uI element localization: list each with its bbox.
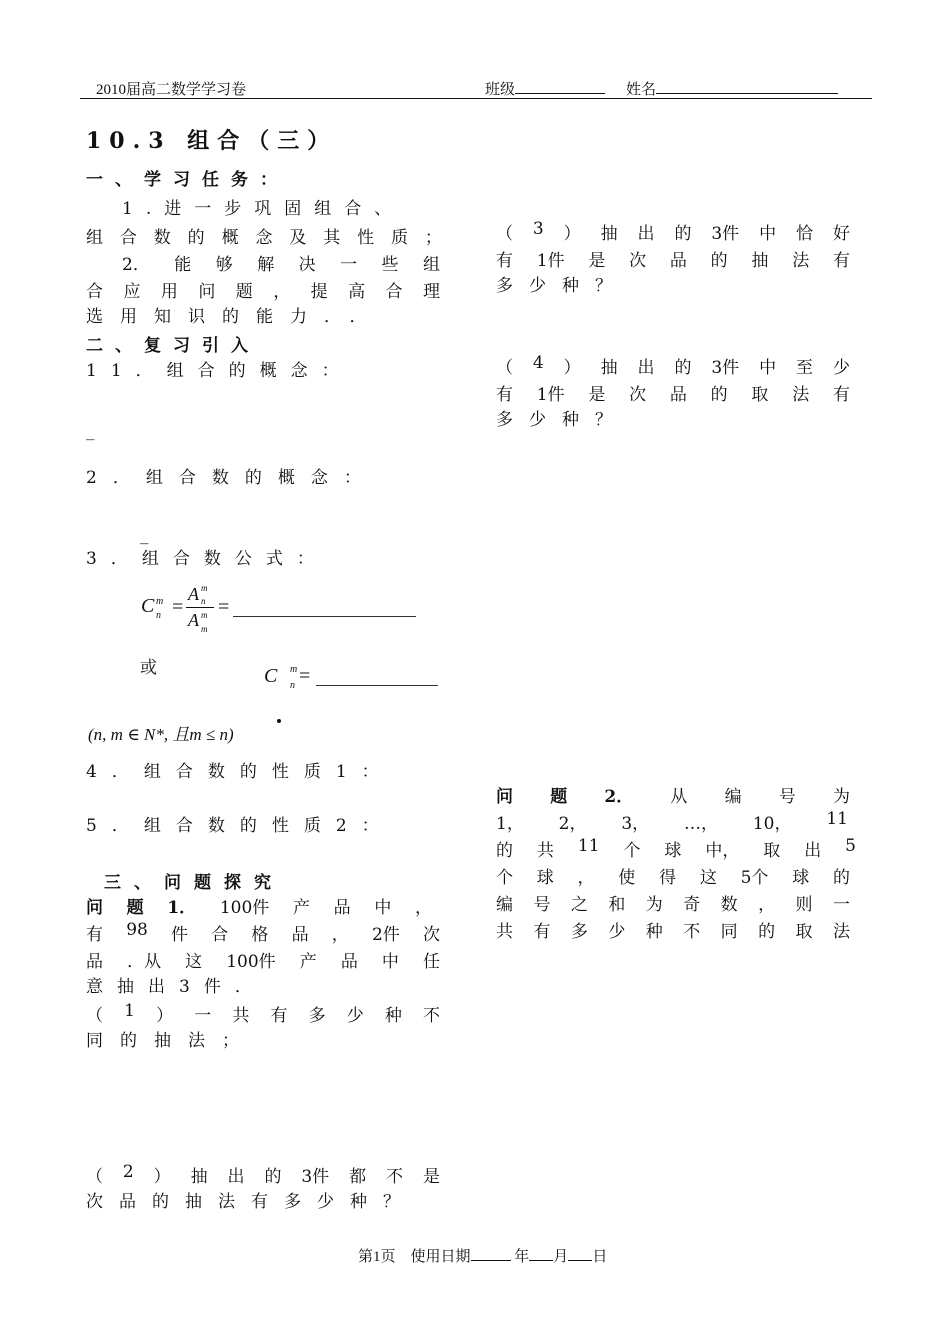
problem1-line3-token: 品 <box>86 952 103 972</box>
formula-A-bottom-m2: m <box>201 624 208 634</box>
task2-line1-token: 一 <box>340 255 358 275</box>
sub4-line2-token: 的 <box>710 385 728 405</box>
formula-eq1: = <box>172 596 184 618</box>
problem2-line1 <box>496 782 850 807</box>
sub3-line1-token: 恰 <box>796 224 814 244</box>
sub3-line1-token: 3 <box>532 219 544 239</box>
problem1-line3-token: 100件 <box>226 952 276 972</box>
footer-date-label: 使用日期 <box>410 1249 471 1265</box>
problem2-line6 <box>496 917 850 942</box>
problem2-line1-token: 2． <box>604 787 634 807</box>
sub4-line1-token: 中 <box>759 358 777 378</box>
problem2-line3-token: 的 <box>496 841 513 861</box>
section-heading-1: 一、学习任务： <box>86 170 289 190</box>
task1-line2-token: 性 <box>357 228 375 248</box>
problem1-line3-token: ．从 <box>127 952 162 972</box>
header-rule <box>80 98 872 99</box>
task2-line2-token: 合 <box>86 282 103 302</box>
footer-day: 日 <box>592 1249 608 1265</box>
formula-A-top-m: m <box>201 583 208 593</box>
sub3-line3: 多少种？ <box>496 276 628 296</box>
problem2-line4-token: 这 <box>699 868 717 888</box>
problem2-line5-token: ， <box>758 895 776 915</box>
problem2-line4-token: 5个 <box>740 868 769 888</box>
task2-line2-token: 高 <box>348 282 366 302</box>
problem1-line1-token: 产 <box>292 898 310 918</box>
year-blank[interactable] <box>471 1246 511 1261</box>
month-blank[interactable] <box>529 1246 553 1261</box>
problem1-line3 <box>86 947 440 972</box>
problem1-line1-token: 1． <box>167 898 197 918</box>
review-q4: 4．组合数的性质1： <box>86 762 394 782</box>
condition-dot <box>277 719 281 723</box>
problem1-sub1-line1-token: 有 <box>270 1006 288 1026</box>
task1-line2-token: 数 <box>153 228 171 248</box>
sub4-line2 <box>496 380 850 405</box>
sub3-line1-token: 中 <box>759 224 777 244</box>
problem1-sub1-line2: 同的抽法； <box>86 1031 256 1051</box>
footer-year: 年 <box>514 1249 530 1265</box>
task1-line2-token: 质 <box>391 228 409 248</box>
task2-line1 <box>122 250 440 275</box>
task2-line1-token: 够 <box>215 255 233 275</box>
sub4-line2-token: 是 <box>588 385 606 405</box>
problem2-line1-token: 从 <box>670 787 688 807</box>
problem2-line4-token: 使 <box>618 868 636 888</box>
problem1-sub2-line1-token: （ <box>86 1167 103 1187</box>
task2-line1-token: 决 <box>298 255 316 275</box>
sub4-line2-token: 次 <box>629 385 647 405</box>
sub4-line1-token: ） <box>563 358 581 378</box>
problem2-line6-token: 有 <box>533 922 551 942</box>
sub3-line1-token: 抽 <box>600 224 618 244</box>
task2-line2 <box>86 277 440 302</box>
task1-line2-token: 及 <box>289 228 307 248</box>
sub4-line1-token: （ <box>496 358 513 378</box>
problem1-line2-token: ， <box>331 925 349 945</box>
task2-line2-token: 问 <box>198 282 216 302</box>
problem2-line6-token: 的 <box>758 922 776 942</box>
problem1-line2-token: 98 <box>126 920 148 940</box>
problem1-line4: 意抽出3件． <box>86 977 266 997</box>
day-blank[interactable] <box>568 1246 592 1261</box>
problem1-line3-token: 这 <box>185 952 203 972</box>
task1-line2-token: 组 <box>86 228 103 248</box>
problem2-line6-token: 共 <box>496 922 513 942</box>
problem2-line1-token: 编 <box>724 787 742 807</box>
problem1-sub2-line1-token: 2 <box>122 1162 134 1182</box>
review-q1: 11．组合的概念： <box>86 361 353 381</box>
task1-line2-token: 其 <box>323 228 341 248</box>
sub3-line2-token: 品 <box>669 251 687 271</box>
problem2-line1-token: 号 <box>778 787 796 807</box>
review-dash2: _ <box>140 525 149 545</box>
sub3-line2-token: 是 <box>588 251 606 271</box>
problem2-line5-token: 一 <box>832 895 850 915</box>
task2-line2-token: ， <box>273 282 291 302</box>
problem1-line1-token: ， <box>415 898 432 918</box>
problem2-line5-token: 号 <box>533 895 551 915</box>
problem1-line2-token: 品 <box>291 925 309 945</box>
task2-line1-token: 解 <box>257 255 275 275</box>
problem2-line3 <box>496 836 856 861</box>
sub4-line2-token: 法 <box>792 385 810 405</box>
footer <box>358 1245 607 1266</box>
task2-line1-token: 组 <box>423 255 440 275</box>
problem2-line5-token: 编 <box>496 895 513 915</box>
problem1-line1-token: 问 <box>86 898 103 918</box>
problem1-sub1-line1 <box>86 1001 440 1026</box>
task1-line2-token: 合 <box>119 228 137 248</box>
sub4-line1 <box>496 353 850 378</box>
sub4-line3: 多少种？ <box>496 410 628 430</box>
task2-line2-token: 理 <box>422 282 440 302</box>
task2-line2-token: 题 <box>235 282 253 302</box>
problem1-sub1-line1-token: 不 <box>422 1006 440 1026</box>
task2-line1-token: 能 <box>174 255 192 275</box>
problem2-line6-token: 多 <box>570 922 588 942</box>
task2-line2-token: 提 <box>310 282 328 302</box>
sub4-line1-token: 抽 <box>600 358 618 378</box>
formula-A-top-n: n <box>201 596 206 606</box>
or-label: 或 <box>140 658 157 678</box>
formula-answer-blank-1[interactable] <box>233 616 416 617</box>
problem1-line1-token: 中 <box>374 898 392 918</box>
sub4-line1-token: 出 <box>637 358 655 378</box>
sub3-line2 <box>496 246 850 271</box>
sub3-line2-token: 次 <box>629 251 647 271</box>
problem2-line3-token: 共 <box>536 841 554 861</box>
formula-sup-m: m <box>156 596 164 607</box>
sub3-line1-token: 3件 <box>711 224 740 244</box>
problem2-line4-token: ， <box>577 868 595 888</box>
sub4-line2-token: 有 <box>832 385 850 405</box>
problem2-line3-token: 中， <box>705 841 740 861</box>
sub4-line1-token: 少 <box>832 358 850 378</box>
problem1-sub1-line1-token: 共 <box>232 1006 250 1026</box>
sub3-line1-token: （ <box>496 224 513 244</box>
sub3-line2-token: 有 <box>496 251 513 271</box>
name-label: 姓名 <box>626 82 657 98</box>
sub3-line2-token: 抽 <box>751 251 769 271</box>
task2-line3: 选用知识的能力．． <box>86 307 384 327</box>
problem2-line2-token: 2， <box>558 814 587 834</box>
problem2-line3-token: 5 <box>845 836 856 856</box>
problem1-sub2-line2: 次品的抽法有多少种？ <box>86 1192 416 1212</box>
formula-A-bottom-m1: m <box>201 610 208 620</box>
sub4-line2-token: 有 <box>496 385 513 405</box>
problem1-sub2-line1-token: 出 <box>227 1167 245 1187</box>
sub4-line2-token: 品 <box>669 385 687 405</box>
problem2-line3-token: 取 <box>763 841 781 861</box>
task1-line1: 1.进一步巩固组合、 <box>122 199 405 219</box>
problem1-line1-token: 100件 <box>219 898 270 918</box>
sub3-line1 <box>496 219 850 244</box>
review-q5: 5．组合数的性质2： <box>86 816 394 836</box>
formula2-C: C <box>264 665 278 687</box>
problem2-line3-token: 个 <box>623 841 641 861</box>
problem1-sub1-line1-token: 种 <box>384 1006 402 1026</box>
problem2-line5-token: 数 <box>720 895 738 915</box>
name-blank[interactable] <box>656 79 838 94</box>
problem2-line3-token: 11 <box>577 836 600 856</box>
formula-sub-n: n <box>156 610 161 621</box>
class-blank[interactable] <box>515 79 605 94</box>
problem2-line4-token: 球 <box>792 868 810 888</box>
task2-line2-token: 用 <box>160 282 178 302</box>
task2-line1-token: 些 <box>381 255 399 275</box>
section-heading-2: 二、复习引入 <box>86 336 260 356</box>
problem2-line5-token: 奇 <box>683 895 701 915</box>
problem2-line3-token: 球 <box>664 841 682 861</box>
formula-eq2: = <box>218 596 230 618</box>
problem2-line4-token: 个 <box>496 868 513 888</box>
problem1-sub2-line1-token: 3件 <box>301 1167 330 1187</box>
problem1-line1-token: 品 <box>333 898 351 918</box>
problem2-line5-token: 和 <box>608 895 626 915</box>
problem1-line2-token: 格 <box>251 925 269 945</box>
problem2-line6-token: 不 <box>683 922 701 942</box>
sub3-line2-token: 有 <box>832 251 850 271</box>
problem2-line5-token: 为 <box>645 895 663 915</box>
problem1-line2-token: 件 <box>171 925 189 945</box>
problem1-line2-token: 次 <box>422 925 440 945</box>
review-q2: 2．组合数的概念： <box>86 468 377 488</box>
review-q3: 3．组合数公式： <box>86 549 328 569</box>
header-title: 2010届高二数学学习卷 <box>96 82 247 98</box>
problem1-sub1-line1-token: 1 <box>124 1001 135 1021</box>
problem1-sub1-line1-token: 少 <box>346 1006 364 1026</box>
task1-line2-token: 概 <box>221 228 239 248</box>
problem1-sub2-line1-token: 抽 <box>190 1167 208 1187</box>
problem1-sub1-line1-token: （ <box>86 1006 103 1026</box>
footer-month: 月 <box>553 1249 569 1265</box>
problem2-line4-token: 的 <box>832 868 850 888</box>
sub4-line2-token: 取 <box>751 385 769 405</box>
problem1-line2-token: 2件 <box>371 925 400 945</box>
problem2-line2 <box>496 809 848 834</box>
task1-line2-token: 的 <box>187 228 205 248</box>
name-field[interactable] <box>626 78 838 99</box>
formula-A-bottom: A <box>188 610 199 630</box>
sub4-line2-token: 1件 <box>536 385 565 405</box>
problem1-line3-token: 中 <box>381 952 399 972</box>
task1-line2-token: 念 <box>255 228 273 248</box>
problem1-line2-token: 有 <box>86 925 103 945</box>
sub4-line1-token: 4 <box>532 353 544 373</box>
footer-page: 第1页 <box>358 1249 396 1265</box>
problem1-sub1-line1-token: ） <box>156 1006 174 1026</box>
problem1-sub2-line1-token: 都 <box>349 1167 367 1187</box>
problem2-line2-token: 10， <box>752 814 792 834</box>
problem2-line4-token: 得 <box>659 868 677 888</box>
sub3-line1-token: 出 <box>637 224 655 244</box>
problem1-line3-token: 任 <box>423 952 440 972</box>
problem2-line2-token: 3， <box>621 814 650 834</box>
problem2-line4 <box>496 863 850 888</box>
task1-line2 <box>86 223 442 248</box>
problem2-line5-token: 则 <box>795 895 813 915</box>
problem2-line6-token: 同 <box>720 922 738 942</box>
problem2-line1-token: 题 <box>550 787 568 807</box>
problem1-line3-token: 产 <box>299 952 317 972</box>
problem2-line3-token: 出 <box>804 841 822 861</box>
problem1-line3-token: 品 <box>340 952 358 972</box>
task2-line2-token: 合 <box>385 282 403 302</box>
problem2-line6-token: 少 <box>608 922 626 942</box>
problem2-line1-token: 为 <box>832 787 850 807</box>
sub3-line1-token: 的 <box>674 224 692 244</box>
formula-A-top: A <box>188 584 199 604</box>
problem2-line6-token: 种 <box>645 922 663 942</box>
formula2-eq: = <box>299 665 311 687</box>
review-dash1: _ <box>86 421 95 441</box>
sub4-line1-token: 至 <box>796 358 814 378</box>
problem1-sub2-line1-token: 是 <box>422 1167 440 1187</box>
problem1-line2-token: 合 <box>211 925 229 945</box>
problem2-line1-token: 问 <box>496 787 513 807</box>
problem1-sub2-line1-token: 的 <box>264 1167 282 1187</box>
problem2-line2-token: …， <box>684 814 719 834</box>
sub3-line1-token: 好 <box>832 224 850 244</box>
sub3-line2-token: 法 <box>792 251 810 271</box>
formula-C: C <box>141 595 155 617</box>
page-title: 10.3 组合（三） <box>86 128 338 154</box>
class-label: 班级 <box>485 82 516 98</box>
class-field[interactable] <box>485 78 605 99</box>
problem1-sub1-line1-token: 一 <box>194 1006 212 1026</box>
problem2-line5 <box>496 890 850 915</box>
problem2-line2-token: 11 <box>826 809 848 829</box>
problem2-line4-token: 球 <box>536 868 554 888</box>
problem1-sub1-line1-token: 多 <box>308 1006 326 1026</box>
task2-line1-token: 2． <box>122 255 150 275</box>
formula2-sub-n: n <box>290 680 295 691</box>
problem2-line6-token: 法 <box>832 922 850 942</box>
sub3-line2-token: 1件 <box>536 251 565 271</box>
problem1-line1 <box>86 893 432 918</box>
task2-line2-token: 应 <box>123 282 141 302</box>
section-heading-3: 三、问题探究 <box>104 873 284 893</box>
problem1-line2 <box>86 920 440 945</box>
sub4-line1-token: 的 <box>674 358 692 378</box>
condition-text: (n, m ∈ N*, 且m ≤ n) <box>88 725 234 744</box>
task1-line2-token: ； <box>424 228 442 248</box>
fraction-bar <box>186 607 214 608</box>
formula-answer-blank-2[interactable] <box>316 685 438 686</box>
problem1-sub2-line1 <box>86 1162 440 1187</box>
problem2-line5-token: 之 <box>570 895 588 915</box>
problem2-line2-token: 1， <box>496 814 524 834</box>
problem1-sub2-line1-token: 不 <box>386 1167 404 1187</box>
sub3-line2-token: 的 <box>710 251 728 271</box>
problem1-sub2-line1-token: ） <box>153 1167 171 1187</box>
problem2-line6-token: 取 <box>795 922 813 942</box>
problem1-line1-token: 题 <box>126 898 144 918</box>
sub3-line1-token: ） <box>563 224 581 244</box>
sub4-line1-token: 3件 <box>711 358 740 378</box>
formula2-sup-m: m <box>290 664 298 675</box>
